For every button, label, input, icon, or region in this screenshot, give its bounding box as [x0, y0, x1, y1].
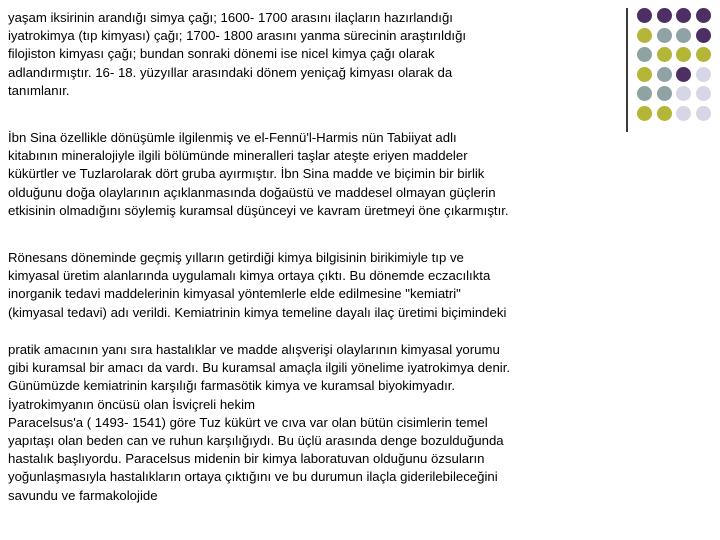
- decorative-dot: [637, 8, 652, 23]
- decorative-dot: [637, 67, 652, 82]
- decorative-dot: [676, 86, 691, 101]
- decorative-dot: [676, 28, 691, 43]
- paragraph-renaissance: Rönesans döneminde geçmiş yılların getirdiği kimya bilgisinin birikimiyle tıp ve kimyasal üretim alanlarında uygulamalı kimya ortaya çıktı. Bu dönemde eczacılıkta inorganik tedavi maddelerinin kimyasal yöntemlerle elde edilmesine "kemiatri" (kimyasal tedavi) adı verildi. Kemiatrinin kimya temeline dayalı ilaç üretimi biçimindeki: [8, 250, 507, 320]
- decorative-dot: [637, 28, 652, 43]
- decorative-dot: [696, 8, 711, 23]
- decorative-dot: [696, 86, 711, 101]
- paragraph-iatrochemistry: pratik amacının yanı sıra hastalıklar ve madde alışverişi olaylarının kimyasal yorumu gibi kuramsal bir amacı da vardı. Bu kuramsal amaçla ilgili yönelime iyatrokimya denir. Günümüzde kemiatrinin karşılığı farmasötik kimya ve kuramsal biyokimyadır. İyatrokimyanın öncüsü olan İsviçreli hekim Paracelsus'a ( 1493- 1541) göre Tuz kükürt ve cıva var olan bütün cisimlerin temel yapıtaşı olan beden can ve ruhun karşılığıydı. Bu üçlü arasında denge bozulduğunda hastalık başlıyordu. Paracelsus midenin bir kimya laboratuvan olduğunu özsuların yoğunlaşmasıyla hastalıkların ortaya çıktığını ve bu durumun ilaçla giderilebileceğini savundu ve farmakolojide: [8, 342, 511, 503]
- decorative-dot: [657, 47, 672, 62]
- decorative-vertical-line: [626, 8, 628, 132]
- decorative-dot: [637, 47, 652, 62]
- decorative-dot: [657, 8, 672, 23]
- decorative-dot: [657, 106, 672, 121]
- decorative-dot: [696, 106, 711, 121]
- decorative-dot: [696, 67, 711, 82]
- decorative-dot: [657, 67, 672, 82]
- decorative-dot: [696, 47, 711, 62]
- decorative-dot: [676, 47, 691, 62]
- decorative-dot: [637, 86, 652, 101]
- decorative-dot: [657, 86, 672, 101]
- decorative-dot: [696, 28, 711, 43]
- decorative-dot: [676, 106, 691, 121]
- decorative-dot: [657, 28, 672, 43]
- decorative-dot: [637, 106, 652, 121]
- paragraph-ibn-sina: İbn Sina özellikle dönüşümle ilgilenmiş ve el-Fennü'l-Harmis nün Tabiiyat adlı kitabının mineralojiyle ilgili bölümünde mineralleri taşlar ateşte eriyen maddeler kükürtler ve Tuzlarolarak dört gruba ayırmıştır. İbn Sina madde ve biçimin bir birlik olduğunu doğa olaylarının açıklanmasında doğaüstü ve maddesel olmayan güçlerin etkisinin olmadığını söylemiş kuramsal düşünceyi ve kavram üretmeyi öne çıkarmıştır.: [8, 130, 509, 218]
- decorative-dot: [676, 8, 691, 23]
- decorative-dot: [676, 67, 691, 82]
- paragraph-history-eras: yaşam iksirinin arandığı simya çağı; 1600- 1700 arasını ilaçların hazırlandığı iyatrokimya (tıp kimyası) çağı; 1700- 1800 arasını yanma sürecinin araştırıldığı filojiston kimyası çağı; bundan sonraki dönemi ise nicel kimya çağı olarak adlandırmıştır. 16- 18. yüzyıllar arasındaki dönem yeniçağ kimyası olarak da tanımlanır.: [8, 10, 467, 98]
